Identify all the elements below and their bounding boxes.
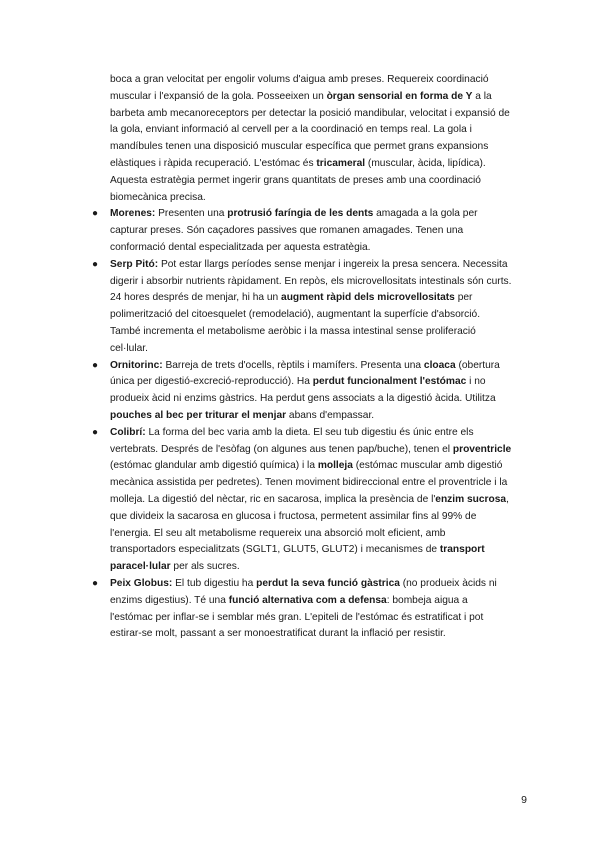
text-run: (obertura única per digestió-excreció-reproducció). Ha <box>110 359 500 388</box>
text-run: (estómac muscular amb digestió mecànica assistida per pedretes). Tenen moviment bidireccional entre el proventricle i la molleja. La digestió del nèctar, ric en sacarosa, implica la presència de l' <box>110 460 508 505</box>
bold-text-run: enzim sucrosa <box>435 493 507 505</box>
bullet-icon: ● <box>92 258 99 270</box>
bold-text-run: perdut funcionalment l'estómac <box>312 376 467 388</box>
text-run: La forma del bec varia amb la dieta. El seu tub digestiu és únic entre els vertebrats. Després de l'esòfag (on algunes aus tenen pap/buche), tenen el <box>110 426 474 455</box>
text-run: abans d'empassar. <box>286 409 375 421</box>
bold-text-run: cloaca <box>423 359 456 371</box>
text-run: Pot estar llargs períodes sense menjar i ingereix la presa sencera. Necessita digerir i absorbir nutrients ràpidament. En repòs, els microvellositats intestinals són curts. 24 hores després de menjar, hi ha un <box>110 258 512 304</box>
text-run: : bombeja aigua a l'estómac per inflar-se i semblar més gran. L'epiteli de l'estómac és estratificat i pot estirar-se molt, passant a ser monoestratificat durant la inflació per resistir. <box>110 594 484 640</box>
bold-text-run: Serp Pitó: <box>110 258 159 270</box>
bold-text-run: Peix Globus: <box>110 577 173 589</box>
bold-text-run: augment ràpid dels microvellositats <box>281 292 455 304</box>
text-run: boca a gran velocitat per engolir volums d'aigua amb preses. Requereix coordinació muscular i l'expansió de la gola. Posseeixen un <box>110 74 489 102</box>
text-run: , que divideix la sacarosa en glucosa i fructosa, permetent assimilar fins al 99% de l'energia. El seu alt metabolisme requereix una absorció molt eficient, amb transportadors especialitzats (SGLT1, GLUT5, GLUT2) i mecanismes de <box>110 493 509 556</box>
text-run: a la barbeta amb mecanoreceptors per detectar la posició mandibular, velocitat i expansió de la gola, enviant informació al cervell per a la coordinació en temps real. La gola i mandíbules tenen una disposició muscular específica que permet grans expansions elàstiques i ràpida recuperació. L'estómac és <box>110 90 510 169</box>
bullet-item <box>90 576 512 643</box>
page-number: 9 <box>521 794 527 806</box>
text-run: (no produeix àcids ni enzims digestius). Té una <box>110 577 497 606</box>
bold-text-run: pouches al bec per triturar el menjar <box>110 409 287 421</box>
bold-text-run: funció alternativa com a defensa <box>228 594 387 606</box>
bullet-item <box>90 425 512 576</box>
bold-text-run: perdut la seva funció gàstrica <box>256 577 400 589</box>
bullet-item <box>90 206 512 256</box>
text-run: per als sucres. <box>170 561 240 573</box>
bullet-icon: ● <box>92 426 99 438</box>
page-content <box>90 72 512 643</box>
text-run: Barreja de trets d'ocells, rèptils i mamífers. Presenta una <box>162 359 424 371</box>
bold-text-run: òrgan sensorial en forma de Y <box>326 90 473 102</box>
text-run: Presenten una <box>155 208 228 220</box>
bullet-item <box>90 358 512 425</box>
intro-paragraph <box>110 72 512 206</box>
bold-text-run: proventricle <box>452 443 512 455</box>
bullet-list <box>90 206 512 643</box>
text-run: El tub digestiu ha <box>172 577 257 589</box>
text-run: amagada a la gola per capturar preses. Són caçadores passives que romanen amagades. Tenen una conformació dental especialitzada per aquesta estratègia. <box>110 208 478 253</box>
text-run: per polimerització del citoesquelet (remodelació), augmentant la superfície d'absorció. També incrementa el metabolisme aeròbic i la massa intestinal sense proliferació cel·lular. <box>110 292 481 354</box>
bold-text-run: transport paracel·lular <box>110 544 485 573</box>
bold-text-run: molleja <box>317 460 353 472</box>
bullet-icon: ● <box>92 359 99 371</box>
bold-text-run: Colibrí: <box>110 426 146 438</box>
bullet-icon: ● <box>92 577 99 589</box>
bold-text-run: Ornitorinc: <box>110 359 163 371</box>
bullet-item <box>90 257 512 358</box>
bold-text-run: Morenes: <box>110 208 156 220</box>
bullet-icon: ● <box>92 208 99 220</box>
text-run: (muscular, àcida, lipídica). Aquesta estratègia permet ingerir grans quantitats de preses amb una coordinació biomecànica precisa. <box>110 157 486 203</box>
bold-text-run: tricameral <box>316 157 366 169</box>
text-run: (estómac glandular amb digestió química) i la <box>110 460 318 472</box>
text-run: i no produeix àcid ni enzims gàstrics. Ha perdut gens associats a la digestió àcida. Utilitza <box>110 376 496 405</box>
bold-text-run: protrusió faríngia de les dents <box>227 208 374 220</box>
